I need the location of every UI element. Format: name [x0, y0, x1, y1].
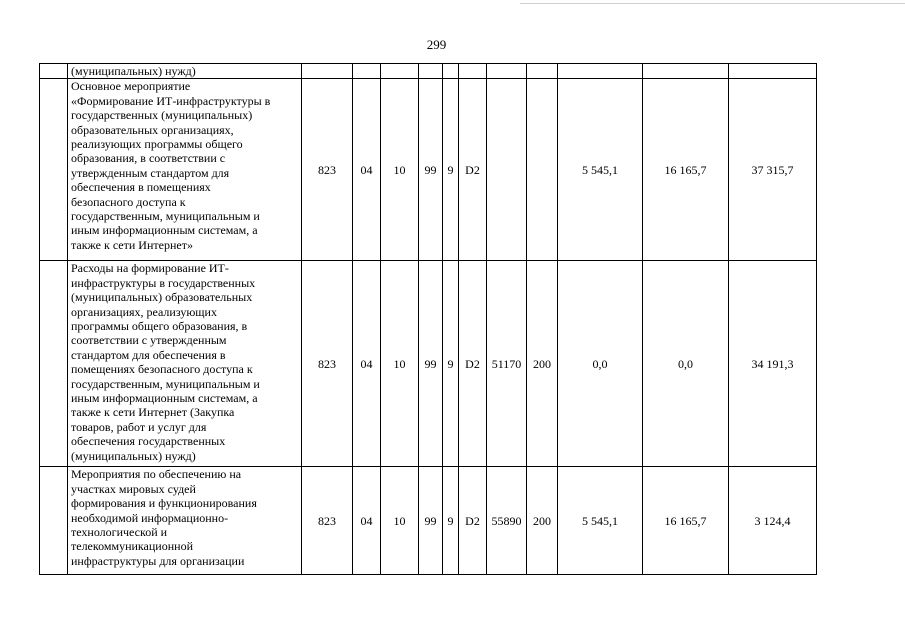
expense-code-cell: 51170: [487, 261, 527, 467]
item-name-line: Расходы на формирование ИТ-: [71, 261, 229, 276]
item-name-line: технологической и: [71, 525, 168, 540]
amount-col-3-cell: 3 124,4: [729, 467, 817, 575]
amount-col-2-cell: 16 165,7: [643, 79, 729, 261]
subprogram-cell: 9: [443, 79, 459, 261]
gr-code-cell: 823: [302, 79, 353, 261]
item-name-line: необходимой информационно-: [71, 510, 229, 525]
item-name-cell: [68, 79, 302, 261]
item-name-line: также к сети Интернет (Закупка: [71, 405, 235, 420]
item-name-line: формирования и функционирования: [71, 496, 257, 511]
row-number-cell: [40, 467, 68, 575]
gr-code-cell: 823: [302, 261, 353, 467]
scan-artifact-line: [520, 3, 905, 4]
program-cell: [419, 64, 443, 79]
amount-col-1-cell: [558, 64, 643, 79]
amount-col-1-cell: 5 545,1: [558, 467, 643, 575]
gr-code-cell: [302, 64, 353, 79]
item-name-line: Основное мероприятие: [71, 79, 191, 94]
direction-cell: D2: [459, 467, 487, 575]
amount-col-2-cell: 0,0: [643, 261, 729, 467]
item-name-line: участках мировых судей: [71, 481, 196, 496]
subprogram-cell: 9: [443, 261, 459, 467]
item-name-line: (муниципальных) нужд): [71, 64, 196, 78]
item-name-line: стандартом для обеспечения в: [71, 347, 226, 362]
expense-type-cell: [527, 79, 558, 261]
subprogram-cell: 9: [443, 467, 459, 575]
subsection-cell: 10: [381, 79, 419, 261]
item-name-line: обеспечения в помещениях: [71, 180, 211, 195]
program-cell: 99: [419, 467, 443, 575]
amount-col-3-cell: 34 191,3: [729, 261, 817, 467]
table-row: [40, 79, 817, 261]
amount-col-2-cell: [643, 64, 729, 79]
amount-col-3-cell: 37 315,7: [729, 79, 817, 261]
amount-col-1-cell: 0,0: [558, 261, 643, 467]
page-number: 299: [426, 37, 447, 52]
subsection-cell: [381, 64, 419, 79]
item-name-line: государственных (муниципальных): [71, 108, 253, 123]
expense-type-cell: 200: [527, 261, 558, 467]
expense-code-cell: [487, 64, 527, 79]
program-cell: 99: [419, 79, 443, 261]
amount-col-3-cell: [729, 64, 817, 79]
direction-cell: D2: [459, 261, 487, 467]
expense-type-cell: [527, 64, 558, 79]
item-name-line: Мероприятия по обеспечению на: [71, 467, 242, 482]
table-row: [40, 261, 817, 467]
item-name-line: образования, в соответствии с: [71, 151, 226, 166]
item-name-line: помещениях безопасного доступа к: [71, 362, 253, 377]
item-name-line: иным информационным системам, а: [71, 223, 258, 238]
item-name-line: государственным, муниципальным и: [71, 376, 260, 391]
table-row: [40, 467, 817, 575]
item-name-line: телекоммуникационной: [71, 539, 193, 554]
item-name-line: (муниципальных) нужд): [71, 448, 196, 463]
direction-cell: [459, 64, 487, 79]
item-name-line: (муниципальных) образовательных: [71, 290, 253, 305]
amount-col-2-cell: 16 165,7: [643, 467, 729, 575]
section-cell: [353, 64, 381, 79]
item-name-line: инфраструктуры в государственных: [71, 275, 256, 290]
item-name-line: государственным, муниципальным и: [71, 209, 260, 224]
item-name-line: безопасного доступа к: [71, 194, 186, 209]
expense-type-cell: 200: [527, 467, 558, 575]
expense-code-cell: 55890: [487, 467, 527, 575]
item-name-cell: [68, 64, 302, 79]
item-name-line: реализующих программы общего: [71, 137, 243, 152]
section-cell: 04: [353, 261, 381, 467]
amount-col-1-cell: 5 545,1: [558, 79, 643, 261]
row-number-cell: [40, 261, 68, 467]
item-name-line: образовательных организациях,: [71, 122, 234, 137]
item-name-line: товаров, работ и услуг для: [71, 419, 207, 434]
section-cell: 04: [353, 79, 381, 261]
gr-code-cell: 823: [302, 467, 353, 575]
subprogram-cell: [443, 64, 459, 79]
expense-code-cell: [487, 79, 527, 261]
item-name-line: инфраструктуры для организации: [71, 553, 245, 568]
direction-cell: D2: [459, 79, 487, 261]
item-name-line: утвержденным стандартом для: [71, 165, 230, 180]
table-row: [40, 64, 817, 79]
item-name-cell: [68, 261, 302, 467]
row-number-cell: [40, 79, 68, 261]
subsection-cell: 10: [381, 467, 419, 575]
budget-table: [39, 63, 817, 575]
item-name-line: «Формирование ИТ-инфраструктуры в: [71, 93, 271, 108]
subsection-cell: 10: [381, 261, 419, 467]
section-cell: 04: [353, 467, 381, 575]
program-cell: 99: [419, 261, 443, 467]
item-name-line: организациях, реализующих: [71, 304, 217, 319]
item-name-line: также к сети Интернет»: [71, 237, 193, 252]
item-name-line: соответствии с утвержденным: [71, 333, 227, 348]
item-name-cell: [68, 467, 302, 575]
row-number-cell: [40, 64, 68, 79]
item-name-line: иным информационным системам, а: [71, 391, 258, 406]
item-name-line: программы общего образования, в: [71, 319, 248, 334]
item-name-line: обеспечения государственных: [71, 434, 226, 449]
